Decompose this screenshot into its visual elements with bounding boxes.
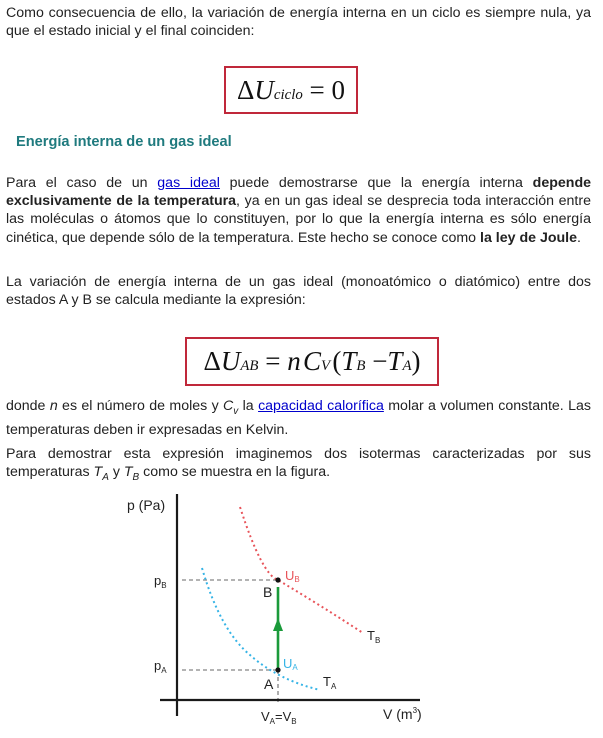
joule-text-1: Para el caso de un [6, 175, 158, 191]
section-heading: Energía interna de un gas ideal [16, 134, 232, 150]
capacidad-calorifica-link[interactable]: capacidad calorífica [258, 398, 384, 414]
equals-sign: = [265, 346, 281, 376]
ab-subscript: AB [240, 358, 259, 375]
point-a-label: A [264, 676, 274, 692]
right-paren: ) [411, 346, 421, 376]
moles-text-3: la [238, 398, 259, 414]
cv-italic-sub: v [233, 405, 239, 417]
minus-sign: − [372, 346, 388, 376]
moles-text-2: es el número de moles y [57, 398, 224, 414]
u-symbol: U [254, 74, 274, 105]
zero-value: 0 [331, 74, 345, 105]
cycle-subscript: ciclo [273, 86, 303, 103]
moles-text-4: molar a volumen constante. Las temperaturas deben ir expresadas en Kelvin. [6, 398, 591, 439]
moles-text-1: donde [6, 398, 50, 414]
n-symbol: n [287, 346, 301, 376]
u-symbol: U [220, 346, 241, 376]
ta-subscript: A [402, 358, 412, 375]
gas-ideal-link[interactable]: gas ideal [157, 175, 220, 191]
joule-bold-2: la ley de Joule [480, 229, 578, 246]
tb-subscript: B [356, 358, 366, 375]
isotherm-tb-curve [240, 507, 363, 633]
isotherm-text-1: Para demostrar esta expresión imaginemos dos isotermas caracterizadas por sus temperaturas [6, 446, 591, 481]
cv-italic: C [223, 398, 234, 414]
isotherm-text-3: como se muestra en la figura. [139, 464, 331, 481]
ta-label: $T_A$ [323, 674, 337, 691]
joule-bold-1: depende exclusivamente de la temperatura [6, 175, 592, 210]
isotherm-text-2: y [108, 464, 124, 481]
delta-symbol: Δ [203, 346, 221, 376]
delta-symbol: Δ [237, 74, 255, 105]
point-b-label: B [263, 584, 273, 600]
tb-italic-sub: B [132, 472, 140, 484]
n-italic: n [49, 398, 58, 414]
tb-label: $T_B$ [367, 628, 381, 645]
equals-sign: = [309, 74, 325, 105]
c-symbol: C [302, 346, 321, 376]
joule-text-3: , ya en un gas ideal se desprecia toda interacción entre las moléculas o átomos que lo constituyen, por lo que la energía interna es sólo energía cinética, que depende sólo de la temperatura. Este hecho se conoce como [6, 193, 591, 246]
tb-symbol: T [341, 346, 357, 376]
y-axis-label: p (Pa) [127, 497, 166, 513]
left-paren: ( [332, 346, 342, 376]
point-a-dot [275, 667, 280, 672]
ta-symbol: T [387, 346, 403, 376]
joule-text-4: . [577, 229, 581, 246]
x-axis-label: V $(m^3)$ [383, 706, 422, 722]
ub-label: UB [285, 568, 300, 584]
pb-label: $p_B$ [154, 573, 167, 590]
variation-text: La variación de energía interna de un gas ideal (monoatómico o diatómico) entre dos estados A y B se calcula mediante la expresión: [6, 274, 591, 309]
tb-italic: T [123, 464, 133, 481]
joule-text-2: puede demostrarse que la energía interna [219, 175, 533, 191]
point-b-dot [275, 577, 280, 582]
ta-italic-sub: A [102, 472, 109, 484]
pa-label: $p_A$ [154, 658, 167, 675]
cycle-text: Como consecuencia de ello, la variación de energía interna en un ciclo es siempre nula, ya que el estado inicial y el final coinciden: [6, 5, 591, 40]
ua-label: UA [283, 656, 298, 672]
isotherm-ta-curve [202, 568, 320, 690]
volume-label: $V_A=V_B$ [261, 709, 297, 726]
ta-italic: T [93, 464, 103, 481]
process-arrowhead [273, 618, 283, 631]
cv-subscript: V [320, 358, 331, 375]
